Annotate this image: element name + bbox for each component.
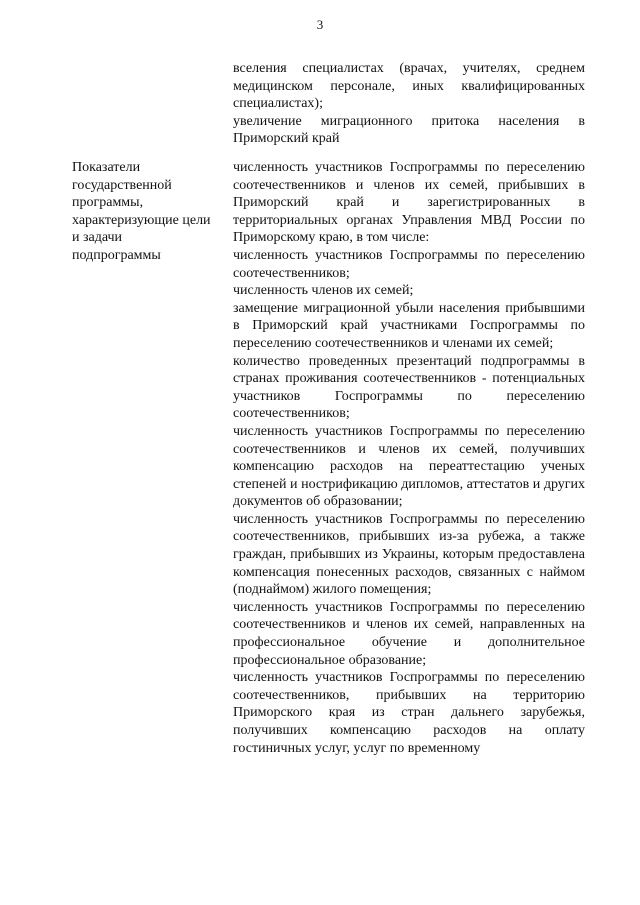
section-label-column (72, 159, 212, 265)
indicator-paragraph: численность участников Госпрограммы по переселению соотечественников и членов их семей, получивших компенсацию расходов на переаттестацию ученых степеней и нострификацию дипломов, аттестатов и других документов об образовании; (233, 423, 585, 510)
section-label: Показатели государственной программы, характеризующие цели и задачи подпрограммы (72, 160, 211, 263)
indicator-paragraph: замещение миграционной убыли населения прибывшими в Приморский край участниками Госпрограммы по переселению соотечественников и членами их семей; (233, 300, 585, 351)
indicator-paragraph: численность участников Госпрограммы по переселению соотечественников, прибывших из-за рубежа, а также граждан, прибывших из Украины, которым предоставлена компенсация понесенных расходов, связанных с наймом (поднаймом) жилого помещения; (233, 511, 585, 598)
indicator-paragraph: численность участников Госпрограммы по переселению соотечественников, прибывших на территорию Приморского края из стран дальнего зарубежья, получивших компенсацию расходов на оплату гостиничных услуг, услуг по временному (233, 670, 585, 756)
continued-text-block (233, 60, 585, 148)
indicator-paragraph: численность участников Госпрограммы по переселению соотечественников; (233, 247, 585, 281)
paragraph: увеличение миграционного притока населения в Приморский край (233, 113, 585, 147)
indicator-paragraph: численность участников Госпрограммы по переселению соотечественников и членов их семей, направленных на профессиональное обучение и дополнительное профессиональное образование; (233, 599, 585, 668)
paragraph: вселения специалистах (врачах, учителях, среднем медицинском персонале, иных квалифицированных специалистах); (233, 61, 585, 112)
page-number: 3 (316, 17, 324, 32)
indicators-list (233, 159, 585, 757)
indicator-paragraph: численность участников Госпрограммы по переселению соотечественников и членов их семей, прибывших в Приморский край и зарегистрированных в территориальных органах Управления МВД России по Приморскому краю, в том числе: (233, 160, 585, 246)
indicator-paragraph: численность членов их семей; (233, 283, 414, 299)
indicator-paragraph: количество проведенных презентаций подпрограммы в странах проживания соотечественников - потенциальных участников Госпрограммы по переселению соотечественников; (233, 353, 585, 422)
